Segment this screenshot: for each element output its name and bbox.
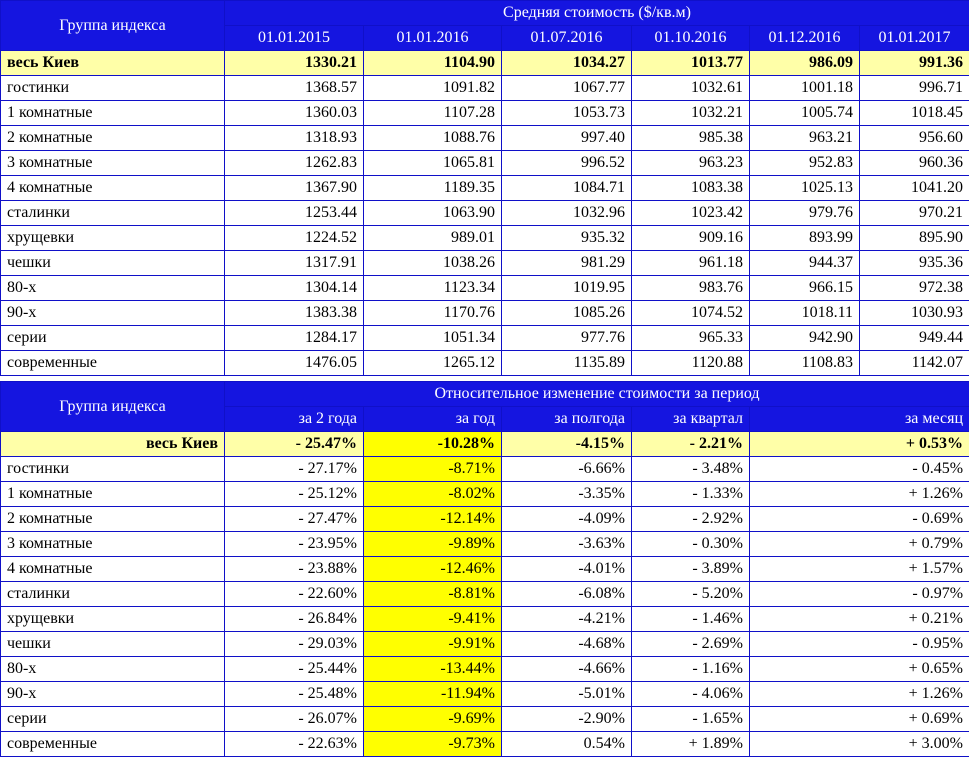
table-cell: -10.28% xyxy=(364,432,502,457)
table-cell: -4.01% xyxy=(502,557,632,582)
table-cell: -3.35% xyxy=(502,482,632,507)
table-cell: 996.52 xyxy=(502,151,632,176)
table-cell: -4.66% xyxy=(502,657,632,682)
table-cell: -4.15% xyxy=(502,432,632,457)
table-cell: - 25.47% xyxy=(225,432,364,457)
table-cell: 1170.76 xyxy=(364,301,502,326)
table-row xyxy=(1,101,969,126)
table-row xyxy=(1,251,969,276)
table-cell: 1018.45 xyxy=(860,101,969,126)
table-row xyxy=(1,76,969,101)
row-label: гостинки xyxy=(1,76,225,101)
table-cell: 1091.82 xyxy=(364,76,502,101)
table-cell: 970.21 xyxy=(860,201,969,226)
row-label: 4 комнатные xyxy=(1,557,225,582)
table-cell: 1032.96 xyxy=(502,201,632,226)
table-row xyxy=(1,732,969,757)
table-cell: 935.36 xyxy=(860,251,969,276)
table-row xyxy=(1,482,969,507)
table-cell: + 1.57% xyxy=(750,557,969,582)
table-cell: 1368.57 xyxy=(225,76,364,101)
table-row xyxy=(1,457,969,482)
table-cell: 1284.17 xyxy=(225,326,364,351)
table-row xyxy=(1,176,969,201)
table-cell: -11.94% xyxy=(364,682,502,707)
row-label: 3 комнатные xyxy=(1,532,225,557)
table-cell: - 5.20% xyxy=(632,582,750,607)
table-cell: 1013.77 xyxy=(632,51,750,76)
table-cell: -8.71% xyxy=(364,457,502,482)
table-cell: - 2.92% xyxy=(632,507,750,532)
table-cell: 1084.71 xyxy=(502,176,632,201)
table-cell: -6.08% xyxy=(502,582,632,607)
table-cell: -9.73% xyxy=(364,732,502,757)
table-cell: - 23.95% xyxy=(225,532,364,557)
table-cell: 966.15 xyxy=(750,276,860,301)
table-cell: 1005.74 xyxy=(750,101,860,126)
table-cell: + 0.65% xyxy=(750,657,969,682)
table-cell: + 1.26% xyxy=(750,682,969,707)
table-row xyxy=(1,607,969,632)
table-row xyxy=(1,151,969,176)
table-row xyxy=(1,326,969,351)
row-label: серии xyxy=(1,326,225,351)
table-cell: + 0.69% xyxy=(750,707,969,732)
row-label: современные xyxy=(1,732,225,757)
date-header: 01.12.2016 xyxy=(750,26,860,51)
table-cell: 986.09 xyxy=(750,51,860,76)
table-cell: 949.44 xyxy=(860,326,969,351)
table-cell: 956.60 xyxy=(860,126,969,151)
table-cell: 893.99 xyxy=(750,226,860,251)
table-row xyxy=(1,201,969,226)
table-cell: 977.76 xyxy=(502,326,632,351)
table-cell: -3.63% xyxy=(502,532,632,557)
period-header: за месяц xyxy=(750,407,969,432)
table-cell: 1189.35 xyxy=(364,176,502,201)
table-cell: 1034.27 xyxy=(502,51,632,76)
table-cell: - 26.07% xyxy=(225,707,364,732)
table-cell: - 0.69% xyxy=(750,507,969,532)
table-row xyxy=(1,301,969,326)
table-row xyxy=(1,682,969,707)
table-cell: - 23.88% xyxy=(225,557,364,582)
table-cell: -9.91% xyxy=(364,632,502,657)
table-cell: 1383.38 xyxy=(225,301,364,326)
table-cell: 1032.61 xyxy=(632,76,750,101)
table-cell: 979.76 xyxy=(750,201,860,226)
table-cell: - 26.84% xyxy=(225,607,364,632)
table-cell: 965.33 xyxy=(632,326,750,351)
table-cell: 1476.05 xyxy=(225,351,364,376)
table-cell: - 0.97% xyxy=(750,582,969,607)
table-cell: 1318.93 xyxy=(225,126,364,151)
table-cell: + 0.53% xyxy=(750,432,969,457)
table-cell: + 1.89% xyxy=(632,732,750,757)
row-label: 80-х xyxy=(1,657,225,682)
table-cell: 1142.07 xyxy=(860,351,969,376)
table-cell: 1067.77 xyxy=(502,76,632,101)
table-cell: - 27.47% xyxy=(225,507,364,532)
table-cell: 983.76 xyxy=(632,276,750,301)
row-label: весь Киев xyxy=(1,432,225,457)
table-cell: 1053.73 xyxy=(502,101,632,126)
table-cell: 935.32 xyxy=(502,226,632,251)
table-cell: 1019.95 xyxy=(502,276,632,301)
table-cell: -9.41% xyxy=(364,607,502,632)
table-cell: - 3.89% xyxy=(632,557,750,582)
table-cell: 1023.42 xyxy=(632,201,750,226)
table-cell: - 27.17% xyxy=(225,457,364,482)
group-header: Группа индекса xyxy=(1,382,225,432)
table-cell: - 1.46% xyxy=(632,607,750,632)
table-cell: -8.02% xyxy=(364,482,502,507)
table-cell: - 3.48% xyxy=(632,457,750,482)
table-cell: 1262.83 xyxy=(225,151,364,176)
row-label: чешки xyxy=(1,251,225,276)
table-row xyxy=(1,657,969,682)
row-label: 1 комнатные xyxy=(1,482,225,507)
table-row xyxy=(1,632,969,657)
change-table-body xyxy=(1,432,969,757)
table-cell: - 2.69% xyxy=(632,632,750,657)
table-cell: 1030.93 xyxy=(860,301,969,326)
row-label: 1 комнатные xyxy=(1,101,225,126)
date-header: 01.01.2017 xyxy=(860,26,969,51)
row-label: чешки xyxy=(1,632,225,657)
table-cell: 972.38 xyxy=(860,276,969,301)
table-cell: 1065.81 xyxy=(364,151,502,176)
row-label: хрущевки xyxy=(1,226,225,251)
table-cell: 952.83 xyxy=(750,151,860,176)
table-cell: 1120.88 xyxy=(632,351,750,376)
table-cell: 997.40 xyxy=(502,126,632,151)
table-cell: 1051.34 xyxy=(364,326,502,351)
table-row xyxy=(1,507,969,532)
table-cell: 961.18 xyxy=(632,251,750,276)
table-cell: 1265.12 xyxy=(364,351,502,376)
table-cell: 909.16 xyxy=(632,226,750,251)
group-header: Группа индекса xyxy=(1,1,225,51)
table-cell: 1001.18 xyxy=(750,76,860,101)
table-cell: 1018.11 xyxy=(750,301,860,326)
table-cell: 1025.13 xyxy=(750,176,860,201)
table-row xyxy=(1,276,969,301)
table-row xyxy=(1,582,969,607)
table-cell: -12.14% xyxy=(364,507,502,532)
table-cell: 1317.91 xyxy=(225,251,364,276)
table-cell: 996.71 xyxy=(860,76,969,101)
table-cell: -4.09% xyxy=(502,507,632,532)
table-row-total xyxy=(1,51,969,76)
table-cell: 1367.90 xyxy=(225,176,364,201)
table-cell: 989.01 xyxy=(364,226,502,251)
table-cell: -8.81% xyxy=(364,582,502,607)
table-cell: - 0.95% xyxy=(750,632,969,657)
table-cell: - 25.48% xyxy=(225,682,364,707)
table-row xyxy=(1,557,969,582)
table-cell: + 0.21% xyxy=(750,607,969,632)
period-header: за год xyxy=(364,407,502,432)
date-header: 01.10.2016 xyxy=(632,26,750,51)
table-cell: 963.23 xyxy=(632,151,750,176)
row-label: хрущевки xyxy=(1,607,225,632)
table-cell: 895.90 xyxy=(860,226,969,251)
table-cell: + 0.79% xyxy=(750,532,969,557)
change-table xyxy=(0,381,969,757)
table-row xyxy=(1,226,969,251)
table-cell: 1041.20 xyxy=(860,176,969,201)
table-cell: 1063.90 xyxy=(364,201,502,226)
table-cell: 1253.44 xyxy=(225,201,364,226)
table-row-total xyxy=(1,432,969,457)
table-cell: 963.21 xyxy=(750,126,860,151)
table-cell: 985.38 xyxy=(632,126,750,151)
row-label: современные xyxy=(1,351,225,376)
table-cell: 1135.89 xyxy=(502,351,632,376)
table-cell: - 0.45% xyxy=(750,457,969,482)
row-label: 2 комнатные xyxy=(1,126,225,151)
table-cell: -4.68% xyxy=(502,632,632,657)
table-cell: 991.36 xyxy=(860,51,969,76)
table-row xyxy=(1,351,969,376)
table-cell: 960.36 xyxy=(860,151,969,176)
date-header: 01.01.2015 xyxy=(225,26,364,51)
table-cell: 1330.21 xyxy=(225,51,364,76)
table-cell: - 4.06% xyxy=(632,682,750,707)
row-label: 4 комнатные xyxy=(1,176,225,201)
period-header: за полгода xyxy=(502,407,632,432)
row-label: 80-х xyxy=(1,276,225,301)
table-cell: -12.46% xyxy=(364,557,502,582)
table-cell: 981.29 xyxy=(502,251,632,276)
table-cell: -5.01% xyxy=(502,682,632,707)
table-cell: 944.37 xyxy=(750,251,860,276)
table-cell: - 1.16% xyxy=(632,657,750,682)
table-cell: -2.90% xyxy=(502,707,632,732)
change-header: Относительное изменение стоимости за период xyxy=(225,382,969,407)
period-header: за квартал xyxy=(632,407,750,432)
table-cell: - 22.63% xyxy=(225,732,364,757)
table-cell: - 2.21% xyxy=(632,432,750,457)
table-cell: -13.44% xyxy=(364,657,502,682)
table-cell: 1104.90 xyxy=(364,51,502,76)
table-cell: -4.21% xyxy=(502,607,632,632)
table-cell: 1224.52 xyxy=(225,226,364,251)
table-cell: 1032.21 xyxy=(632,101,750,126)
table-cell: + 1.26% xyxy=(750,482,969,507)
row-label: весь Киев xyxy=(1,51,225,76)
row-label: 3 комнатные xyxy=(1,151,225,176)
date-header: 01.07.2016 xyxy=(502,26,632,51)
table-cell: -6.66% xyxy=(502,457,632,482)
row-label: 2 комнатные xyxy=(1,507,225,532)
table-cell: 942.90 xyxy=(750,326,860,351)
table-cell: 1083.38 xyxy=(632,176,750,201)
table-cell: - 1.65% xyxy=(632,707,750,732)
table-cell: - 22.60% xyxy=(225,582,364,607)
row-label: сталинки xyxy=(1,582,225,607)
row-label: гостинки xyxy=(1,457,225,482)
table-cell: 1085.26 xyxy=(502,301,632,326)
price-table-body xyxy=(1,51,969,376)
price-header: Средняя стоимость ($/кв.м) xyxy=(225,1,969,26)
table-row xyxy=(1,126,969,151)
table-cell: -9.69% xyxy=(364,707,502,732)
table-cell: 1304.14 xyxy=(225,276,364,301)
table-cell: 1074.52 xyxy=(632,301,750,326)
table-cell: - 29.03% xyxy=(225,632,364,657)
table-cell: + 3.00% xyxy=(750,732,969,757)
table-cell: -9.89% xyxy=(364,532,502,557)
table-cell: 1360.03 xyxy=(225,101,364,126)
table-row xyxy=(1,532,969,557)
row-label: серии xyxy=(1,707,225,732)
table-cell: - 25.44% xyxy=(225,657,364,682)
table-cell: - 1.33% xyxy=(632,482,750,507)
table-cell: - 25.12% xyxy=(225,482,364,507)
table-cell: - 0.30% xyxy=(632,532,750,557)
row-label: 90-х xyxy=(1,301,225,326)
row-label: сталинки xyxy=(1,201,225,226)
table-cell: 0.54% xyxy=(502,732,632,757)
table-cell: 1108.83 xyxy=(750,351,860,376)
table-cell: 1088.76 xyxy=(364,126,502,151)
period-header: за 2 года xyxy=(225,407,364,432)
table-cell: 1123.34 xyxy=(364,276,502,301)
row-label: 90-х xyxy=(1,682,225,707)
table-cell: 1038.26 xyxy=(364,251,502,276)
table-row xyxy=(1,707,969,732)
date-header: 01.01.2016 xyxy=(364,26,502,51)
table-cell: 1107.28 xyxy=(364,101,502,126)
price-table xyxy=(0,0,969,376)
